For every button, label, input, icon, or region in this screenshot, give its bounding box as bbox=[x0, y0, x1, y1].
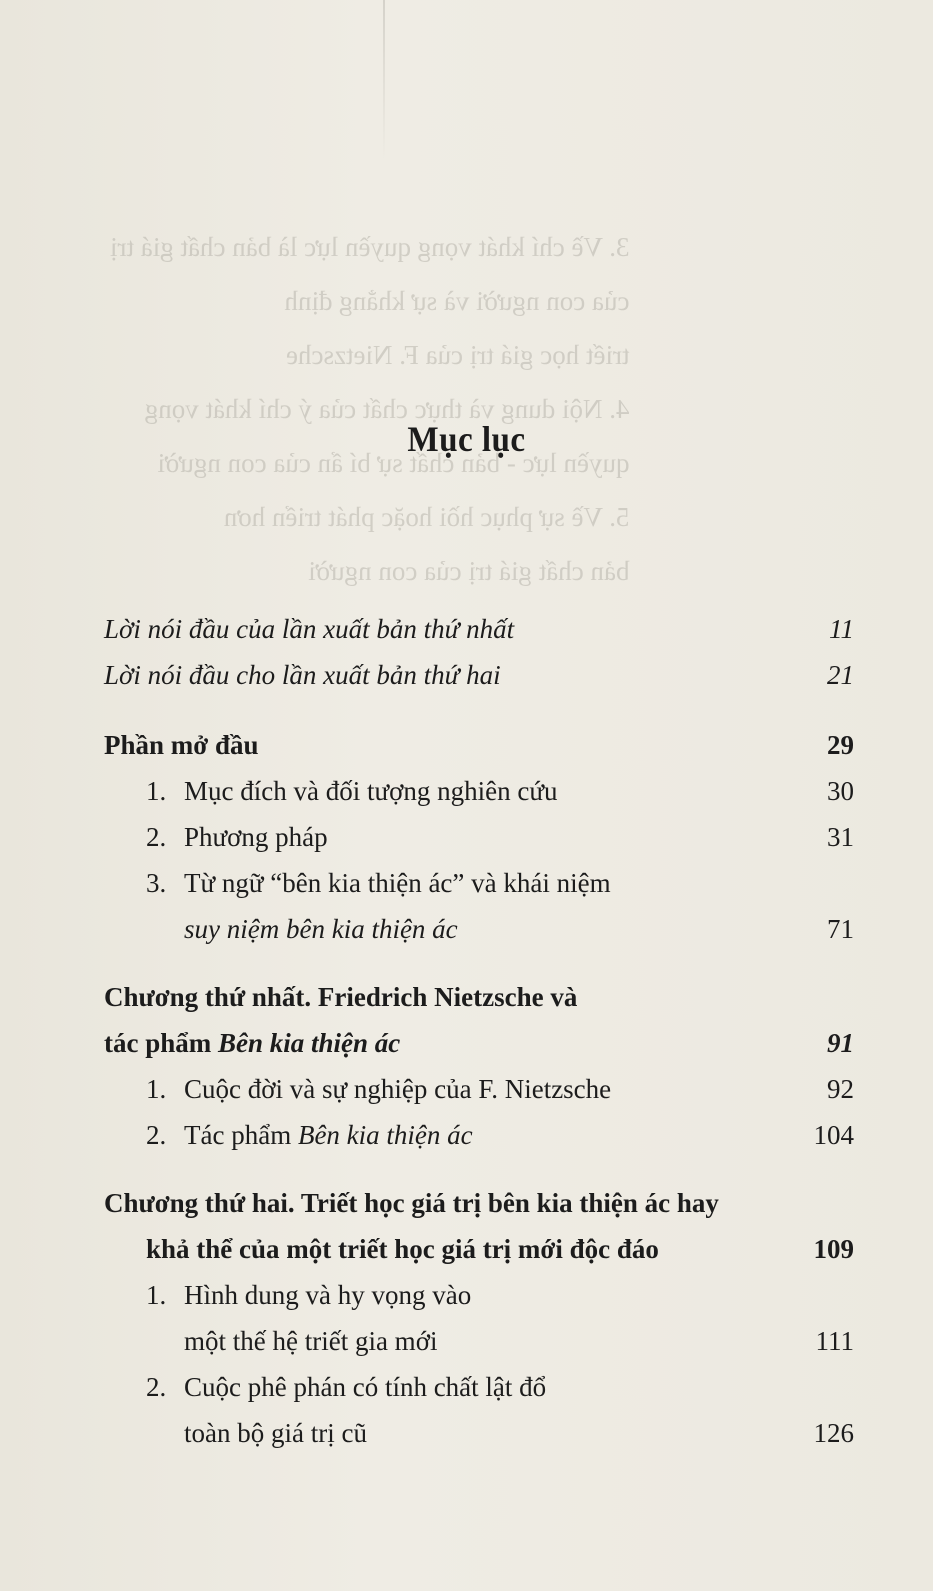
toc-entry-title: một thế hệ triết gia mới bbox=[184, 1326, 438, 1356]
toc-section-title: Chương thứ hai. Triết học giá trị bên kia thiện ác hay bbox=[104, 1188, 719, 1218]
toc-entry-number: 2. bbox=[146, 822, 167, 852]
toc-entry bbox=[104, 768, 862, 814]
toc-entry-title: Hình dung và hy vọng vào bbox=[184, 1280, 472, 1310]
toc-entry bbox=[104, 814, 862, 860]
toc-entry-number: 1. bbox=[146, 776, 167, 806]
toc-entry-number: 1. bbox=[146, 1280, 167, 1310]
toc-page-number: 92 bbox=[827, 1074, 854, 1104]
page-title: Mục lục bbox=[407, 419, 526, 459]
toc-page-number: 30 bbox=[827, 776, 854, 806]
toc-entry-title: Lời nói đầu của lần xuất bản thứ nhất bbox=[104, 614, 515, 644]
toc-page-number: 91 bbox=[827, 1028, 854, 1058]
toc-entry-continuation bbox=[104, 1410, 862, 1456]
toc-page-number: 109 bbox=[813, 1234, 854, 1264]
toc-entry bbox=[104, 606, 862, 652]
toc-entry-continuation bbox=[104, 906, 862, 952]
toc-entry-title: Cuộc đời và sự nghiệp của F. Nietzsche bbox=[184, 1074, 612, 1104]
toc-page-number: 111 bbox=[815, 1326, 854, 1356]
toc-entry-title: Mục đích và đối tượng nghiên cứu bbox=[184, 776, 558, 806]
toc-entry-title: suy niệm bên kia thiện ác bbox=[184, 914, 458, 944]
toc-entry-title: Cuộc phê phán có tính chất lật đổ bbox=[184, 1372, 547, 1402]
toc-entry bbox=[104, 1066, 862, 1112]
table-of-contents bbox=[104, 606, 862, 1456]
toc-entry-number: 2. bbox=[146, 1120, 167, 1150]
toc-page-number: 21 bbox=[827, 660, 854, 690]
toc-section-title-italic: Bên kia thiện ác bbox=[218, 1028, 401, 1058]
toc-page-number: 71 bbox=[827, 914, 854, 944]
show-through-text: 3. Về chí khát vọng quyền lực là bản chất giá trị của con người và sự khẳng định triết học giá trị của F. Nietzsche 4. Nội dung và thực chất của ý chí khát vọng quyền lực - bản chất sự bí ẩn của con người 5. Về sự phục hồi hoặc phát triển hơn bản chất giá trị của con người bbox=[110, 232, 630, 586]
toc-entry bbox=[104, 860, 862, 906]
toc-entry-continuation bbox=[104, 1318, 862, 1364]
page-crease bbox=[383, 0, 385, 160]
toc-section bbox=[104, 1180, 862, 1226]
toc-page-number: 126 bbox=[813, 1418, 854, 1448]
toc-section bbox=[104, 722, 862, 768]
toc-entry-title: toàn bộ giá trị cũ bbox=[184, 1418, 367, 1448]
toc-page-number: 31 bbox=[827, 822, 854, 852]
toc-entry bbox=[104, 1272, 862, 1318]
toc-entry-number: 2. bbox=[146, 1372, 167, 1402]
toc-entry-title: Từ ngữ “bên kia thiện ác” và khái niệm bbox=[184, 868, 611, 898]
toc-page-number: 104 bbox=[813, 1120, 854, 1150]
toc-section bbox=[104, 974, 862, 1020]
toc-entry-title: Lời nói đầu cho lần xuất bản thứ hai bbox=[104, 660, 501, 690]
toc-entry bbox=[104, 652, 862, 698]
toc-section-title: Chương thứ nhất. Friedrich Nietzsche và bbox=[104, 982, 578, 1012]
toc-entry-title-italic: Bên kia thiện ác bbox=[297, 1120, 473, 1150]
toc-page-number: 29 bbox=[827, 730, 854, 760]
toc-section-title: khả thể của một triết học giá trị mới độc đáo bbox=[146, 1234, 659, 1264]
toc-entry bbox=[104, 1112, 862, 1158]
toc-entry bbox=[104, 1364, 862, 1410]
toc-entry-title: Tác phẩm bbox=[184, 1120, 298, 1150]
toc-entry-number: 1. bbox=[146, 1074, 167, 1104]
toc-section-continuation bbox=[104, 1020, 862, 1066]
toc-entry-title: Phương pháp bbox=[184, 822, 328, 852]
toc-entry-number: 3. bbox=[146, 868, 167, 898]
toc-section-continuation bbox=[104, 1226, 862, 1272]
toc-section-title: Phần mở đầu bbox=[104, 730, 259, 760]
toc-page-number: 11 bbox=[829, 614, 854, 644]
toc-section-title: tác phẩm bbox=[104, 1028, 218, 1058]
